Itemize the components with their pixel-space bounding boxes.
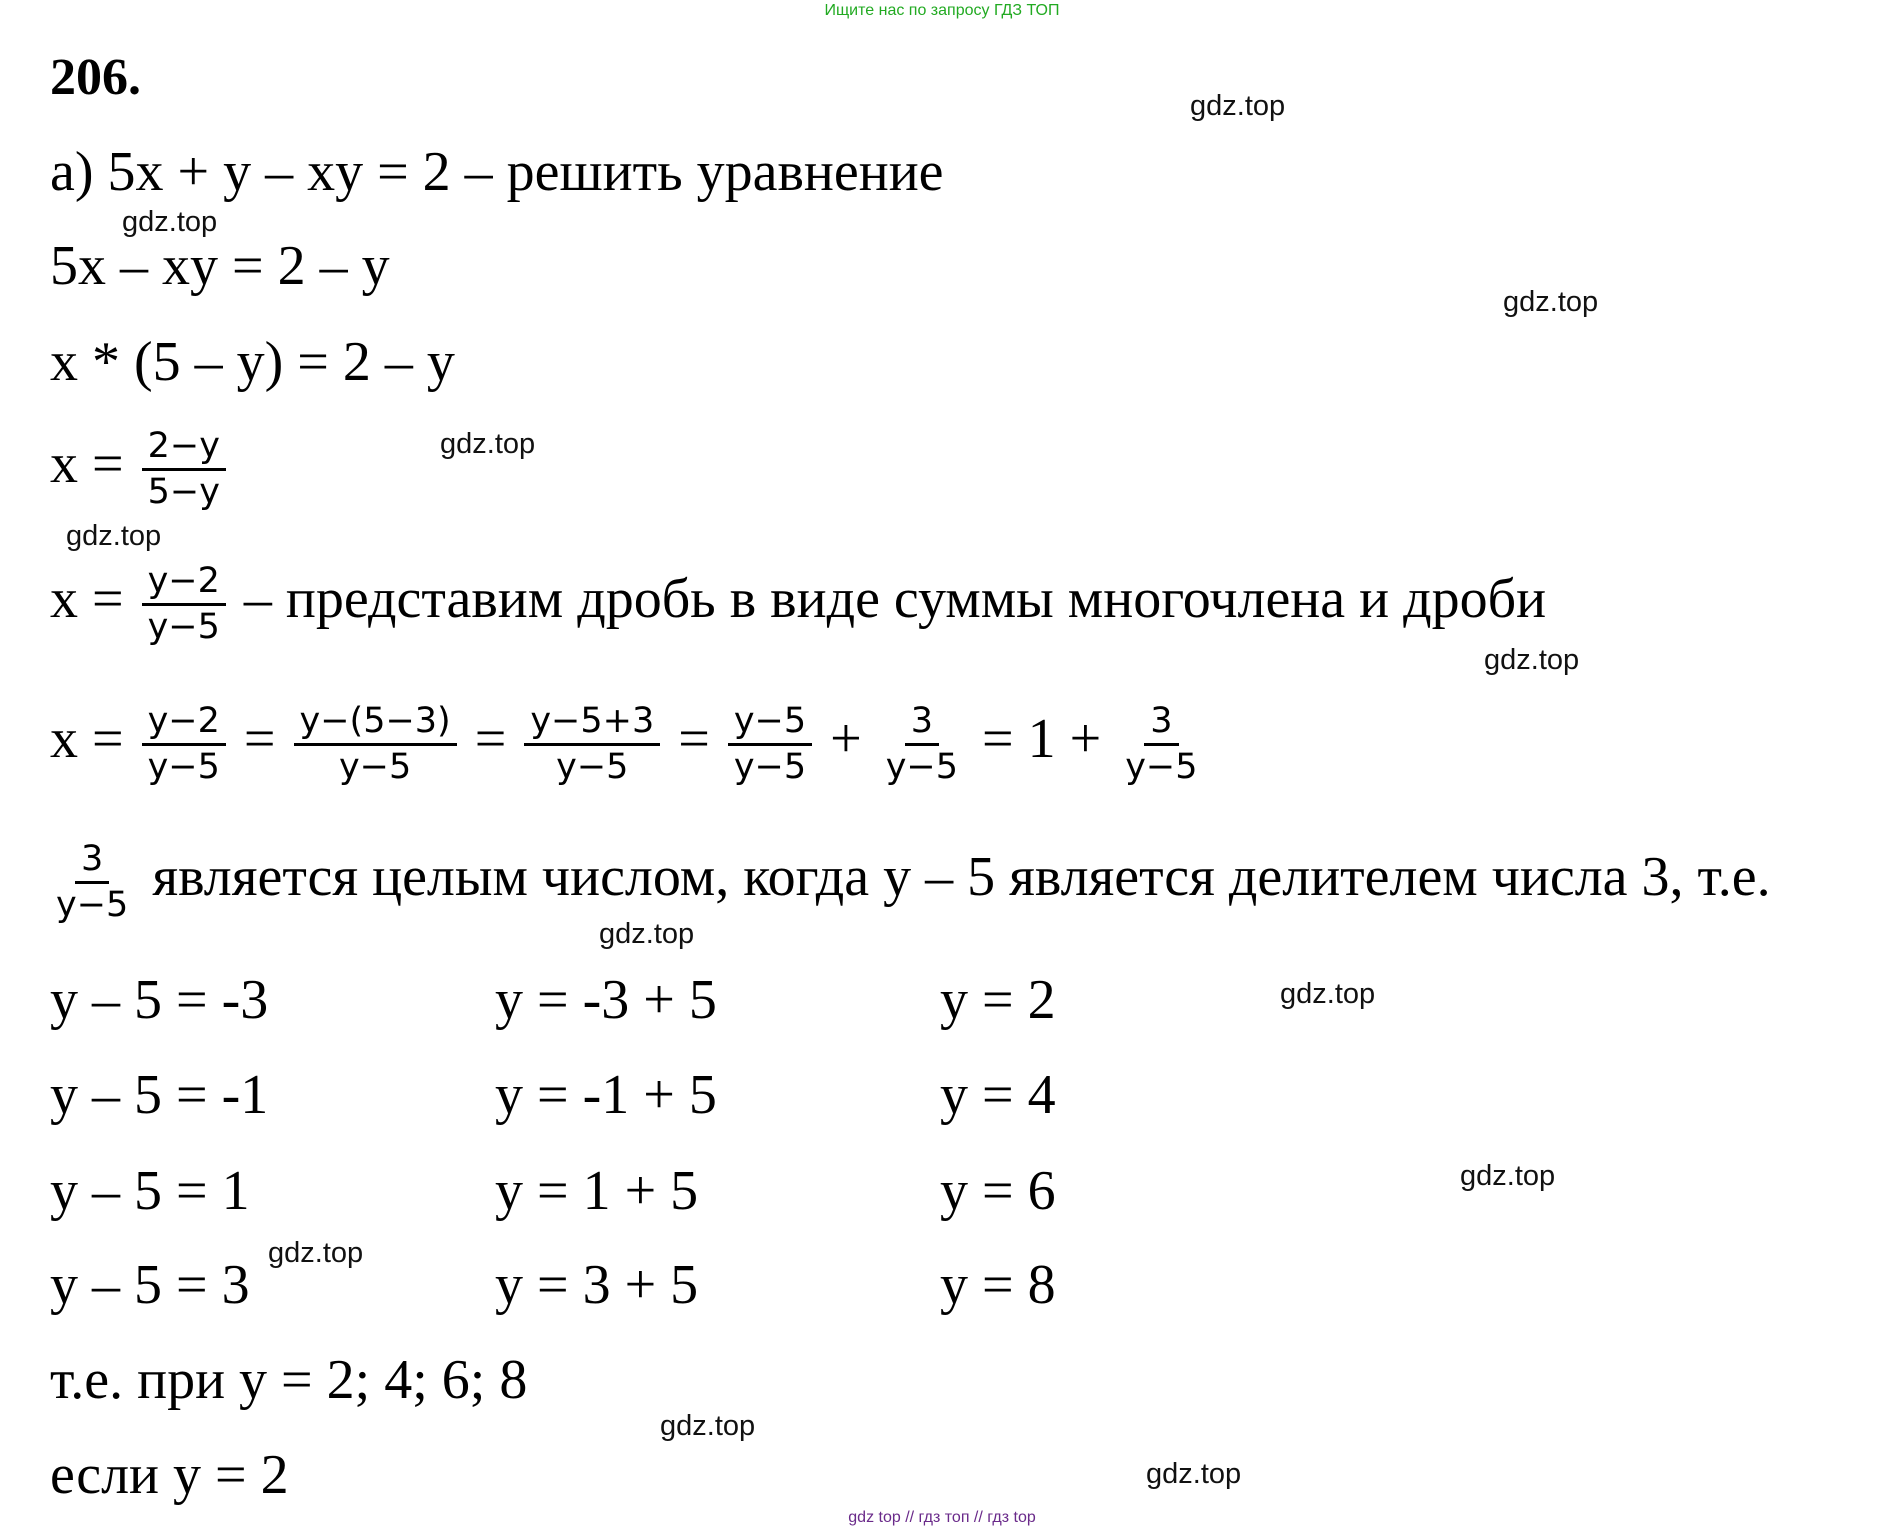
- search-hint: Ищите нас по запросу ГДЗ ТОП: [824, 2, 1060, 19]
- fraction-numerator: y−(5−3): [294, 700, 457, 746]
- fraction-numerator: 3: [75, 838, 109, 884]
- fraction: [1119, 700, 1203, 788]
- equals-sign: =: [474, 708, 507, 771]
- step-3-lhs: x =: [50, 433, 124, 496]
- step-5-lhs: x =: [50, 708, 124, 771]
- fraction-numerator: 3: [905, 700, 939, 746]
- watermark: gdz.top: [1280, 978, 1376, 1010]
- fraction-denominator: y−5: [147, 606, 220, 647]
- last-line: если y = 2: [50, 1444, 289, 1506]
- case-res: y = 8: [940, 1254, 1056, 1316]
- fraction-numerator: 3: [1144, 700, 1178, 746]
- case-eq: y – 5 = -1: [50, 1064, 269, 1126]
- fraction-denominator: y−5: [556, 746, 629, 787]
- fraction-numerator: y−5: [728, 700, 812, 746]
- fraction-numerator: y−5+3: [524, 700, 660, 746]
- watermark: gdz.top: [599, 918, 695, 950]
- watermark: gdz.top: [1460, 1160, 1556, 1192]
- watermark: gdz.top: [660, 1410, 756, 1442]
- case-eq: y – 5 = 3: [50, 1254, 250, 1316]
- plus-sign: +: [830, 708, 862, 771]
- fraction: [142, 560, 226, 648]
- case-res: y = 6: [940, 1160, 1056, 1222]
- step-a: а) 5x + y – xy = 2 – решить уравнение: [50, 141, 944, 203]
- step-5: [50, 700, 1208, 788]
- fraction: [524, 700, 660, 788]
- step-3: [50, 425, 230, 513]
- fraction: [294, 700, 457, 788]
- watermark: gdz.top: [268, 1237, 364, 1269]
- fraction-numerator: y−2: [142, 700, 226, 746]
- step-1: 5x – xy = 2 – y: [50, 235, 390, 297]
- case-sub: y = 3 + 5: [495, 1254, 699, 1316]
- watermark: gdz.top: [1146, 1458, 1242, 1490]
- watermark: gdz.top: [1190, 90, 1286, 122]
- step-4-text: – представим дробь в виде суммы многочлена и дроби: [243, 568, 1547, 631]
- step-4-lhs: x =: [50, 568, 124, 631]
- equals-sign: =: [678, 708, 710, 771]
- fraction-numerator: y−2: [142, 560, 226, 606]
- watermark: gdz.top: [440, 428, 536, 460]
- watermark: gdz.top: [66, 520, 162, 552]
- step-6-text: является целым числом, когда y – 5 является делителем числа 3, т.е.: [152, 846, 1771, 909]
- case-sub: y = 1 + 5: [495, 1160, 699, 1222]
- fraction-denominator: 5−y: [147, 471, 220, 512]
- fraction: [142, 425, 226, 513]
- step-2: x * (5 – y) = 2 – y: [50, 331, 455, 393]
- fraction: [50, 838, 134, 926]
- footer: gdz top // гдз топ // гдз top: [848, 1509, 1036, 1526]
- case-sub: y = -1 + 5: [495, 1064, 717, 1126]
- problem-number: 206.: [50, 49, 141, 106]
- fraction-denominator: y−5: [733, 746, 807, 787]
- fraction-denominator: y−5: [1125, 746, 1198, 787]
- case-res: y = 2: [940, 969, 1056, 1031]
- step-4: [50, 560, 1546, 648]
- fraction: [142, 700, 226, 788]
- case-sub: y = -3 + 5: [495, 969, 717, 1031]
- watermark: gdz.top: [1484, 644, 1580, 676]
- step-6: [46, 838, 1771, 926]
- fraction-denominator: y−5: [338, 746, 412, 787]
- fraction-numerator: 2−y: [142, 425, 226, 471]
- conclusion: т.е. при y = 2; 4; 6; 8: [50, 1349, 528, 1411]
- fraction-denominator: y−5: [56, 884, 129, 925]
- fraction-denominator: y−5: [147, 746, 220, 787]
- case-eq: y – 5 = -3: [50, 969, 269, 1031]
- fraction-denominator: y−5: [885, 746, 959, 787]
- equals-sign: =: [243, 708, 276, 771]
- fraction: [880, 700, 964, 788]
- fraction: [728, 700, 812, 788]
- case-res: y = 4: [940, 1064, 1056, 1126]
- watermark: gdz.top: [122, 206, 218, 238]
- equals-one-plus: = 1 +: [982, 708, 1102, 771]
- watermark: gdz.top: [1503, 286, 1599, 318]
- case-eq: y – 5 = 1: [50, 1160, 250, 1222]
